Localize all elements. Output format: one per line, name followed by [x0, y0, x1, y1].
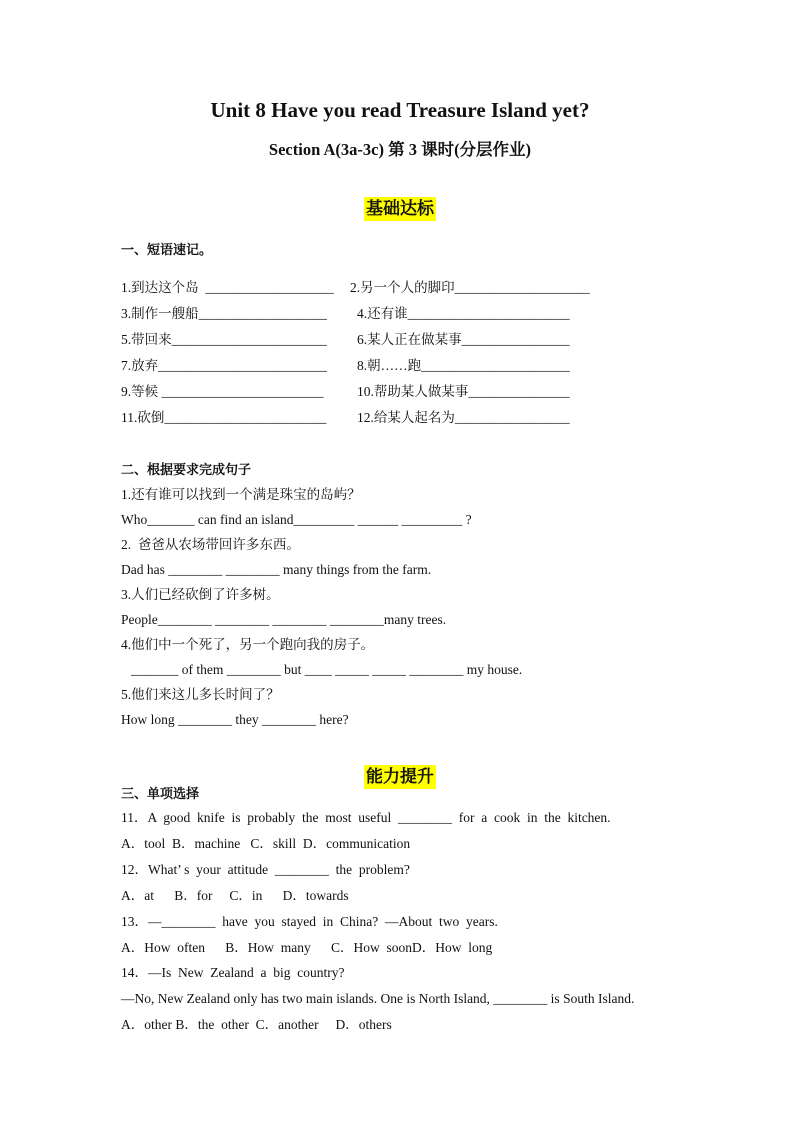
phrase-item-11: 11.砍倒________________________ [121, 410, 327, 425]
sentence-line: How long ________ they ________ here? [121, 712, 349, 727]
sentence-line: _______ of them ________ but ____ _____ _____ ________ my house. [121, 662, 523, 677]
phrase-item-6: 6.某人正在做某事________________ [357, 332, 570, 347]
page-subtitle: Section A(3a-3c) 第 3 课时(分层作业) [268, 140, 532, 159]
question-line: 13．—________ have you stayed in China? —About two years. [121, 914, 498, 929]
sentence-line: People________ ________ ________ ________many trees. [121, 612, 447, 627]
options-line: A．How often B．How many C．How soonD．How long [121, 940, 493, 955]
sentence-line: 5.他们来这儿多长时间了？ [121, 687, 280, 702]
options-line: A．at B．for C．in D．towards [121, 888, 349, 903]
question-line: 14．—Is New Zealand a big country? [121, 965, 345, 980]
phrase-item-2: 2.另一个人的脚印____________________ [350, 280, 590, 295]
phrase-item-5: 5.带回来_______________________ [121, 332, 327, 347]
sentence-line: 4.他们中一个死了，另一个跑向我的房子。 [121, 637, 375, 652]
phrase-item-4: 4.还有谁________________________ [357, 306, 570, 321]
phrase-item-9: 9.等候 ________________________ [121, 384, 324, 399]
sentence-line: 2. 爸爸从农场带回许多东西。 [121, 537, 300, 552]
part3-heading: 三、单项选择 [121, 787, 200, 802]
phrase-item-1: 1.到达这个岛 ___________________ [121, 280, 334, 295]
phrase-item-8: 8.朝……跑______________________ [357, 358, 570, 373]
options-line: A．other B．the other C．another D．others [121, 1017, 392, 1032]
part1-heading: 一、短语速记。 [121, 243, 213, 258]
sentence-line: Who_______ can find an island_________ ______ _________ ? [121, 512, 472, 527]
phrase-item-12: 12.给某人起名为_________________ [357, 410, 570, 425]
phrase-item-10: 10.帮助某人做某事_______________ [357, 384, 570, 399]
page-title: Unit 8 Have you read Treasure Island yet? [210, 98, 590, 122]
sentence-line: 1.还有谁可以找到一个满是珠宝的岛屿？ [121, 487, 361, 502]
section-banner-advanced [0, 762, 800, 787]
section-banner-basic [0, 194, 800, 219]
question-line: 11．A good knife is probably the most useful ________ for a cook in the kitchen. [121, 810, 611, 825]
section-banner-basic-label: 基础达标 [366, 199, 434, 219]
sentence-line: Dad has ________ ________ many things from the farm. [121, 562, 432, 577]
part2-heading: 二、根据要求完成句子 [121, 463, 252, 478]
phrase-item-3: 3.制作一艘船___________________ [121, 306, 327, 321]
question-line: 12．What’ s your attitude ________ the problem? [121, 862, 410, 877]
question-line: —No, New Zealand only has two main islands. One is North Island, ________ is South Island. [121, 991, 635, 1006]
phrase-item-7: 7.放弃_________________________ [121, 358, 327, 373]
sentence-line: 3.人们已经砍倒了许多树。 [121, 587, 280, 602]
options-line: A．tool B．machine C．skill D．communication [121, 836, 411, 851]
section-banner-advanced-label: 能力提升 [366, 767, 434, 787]
